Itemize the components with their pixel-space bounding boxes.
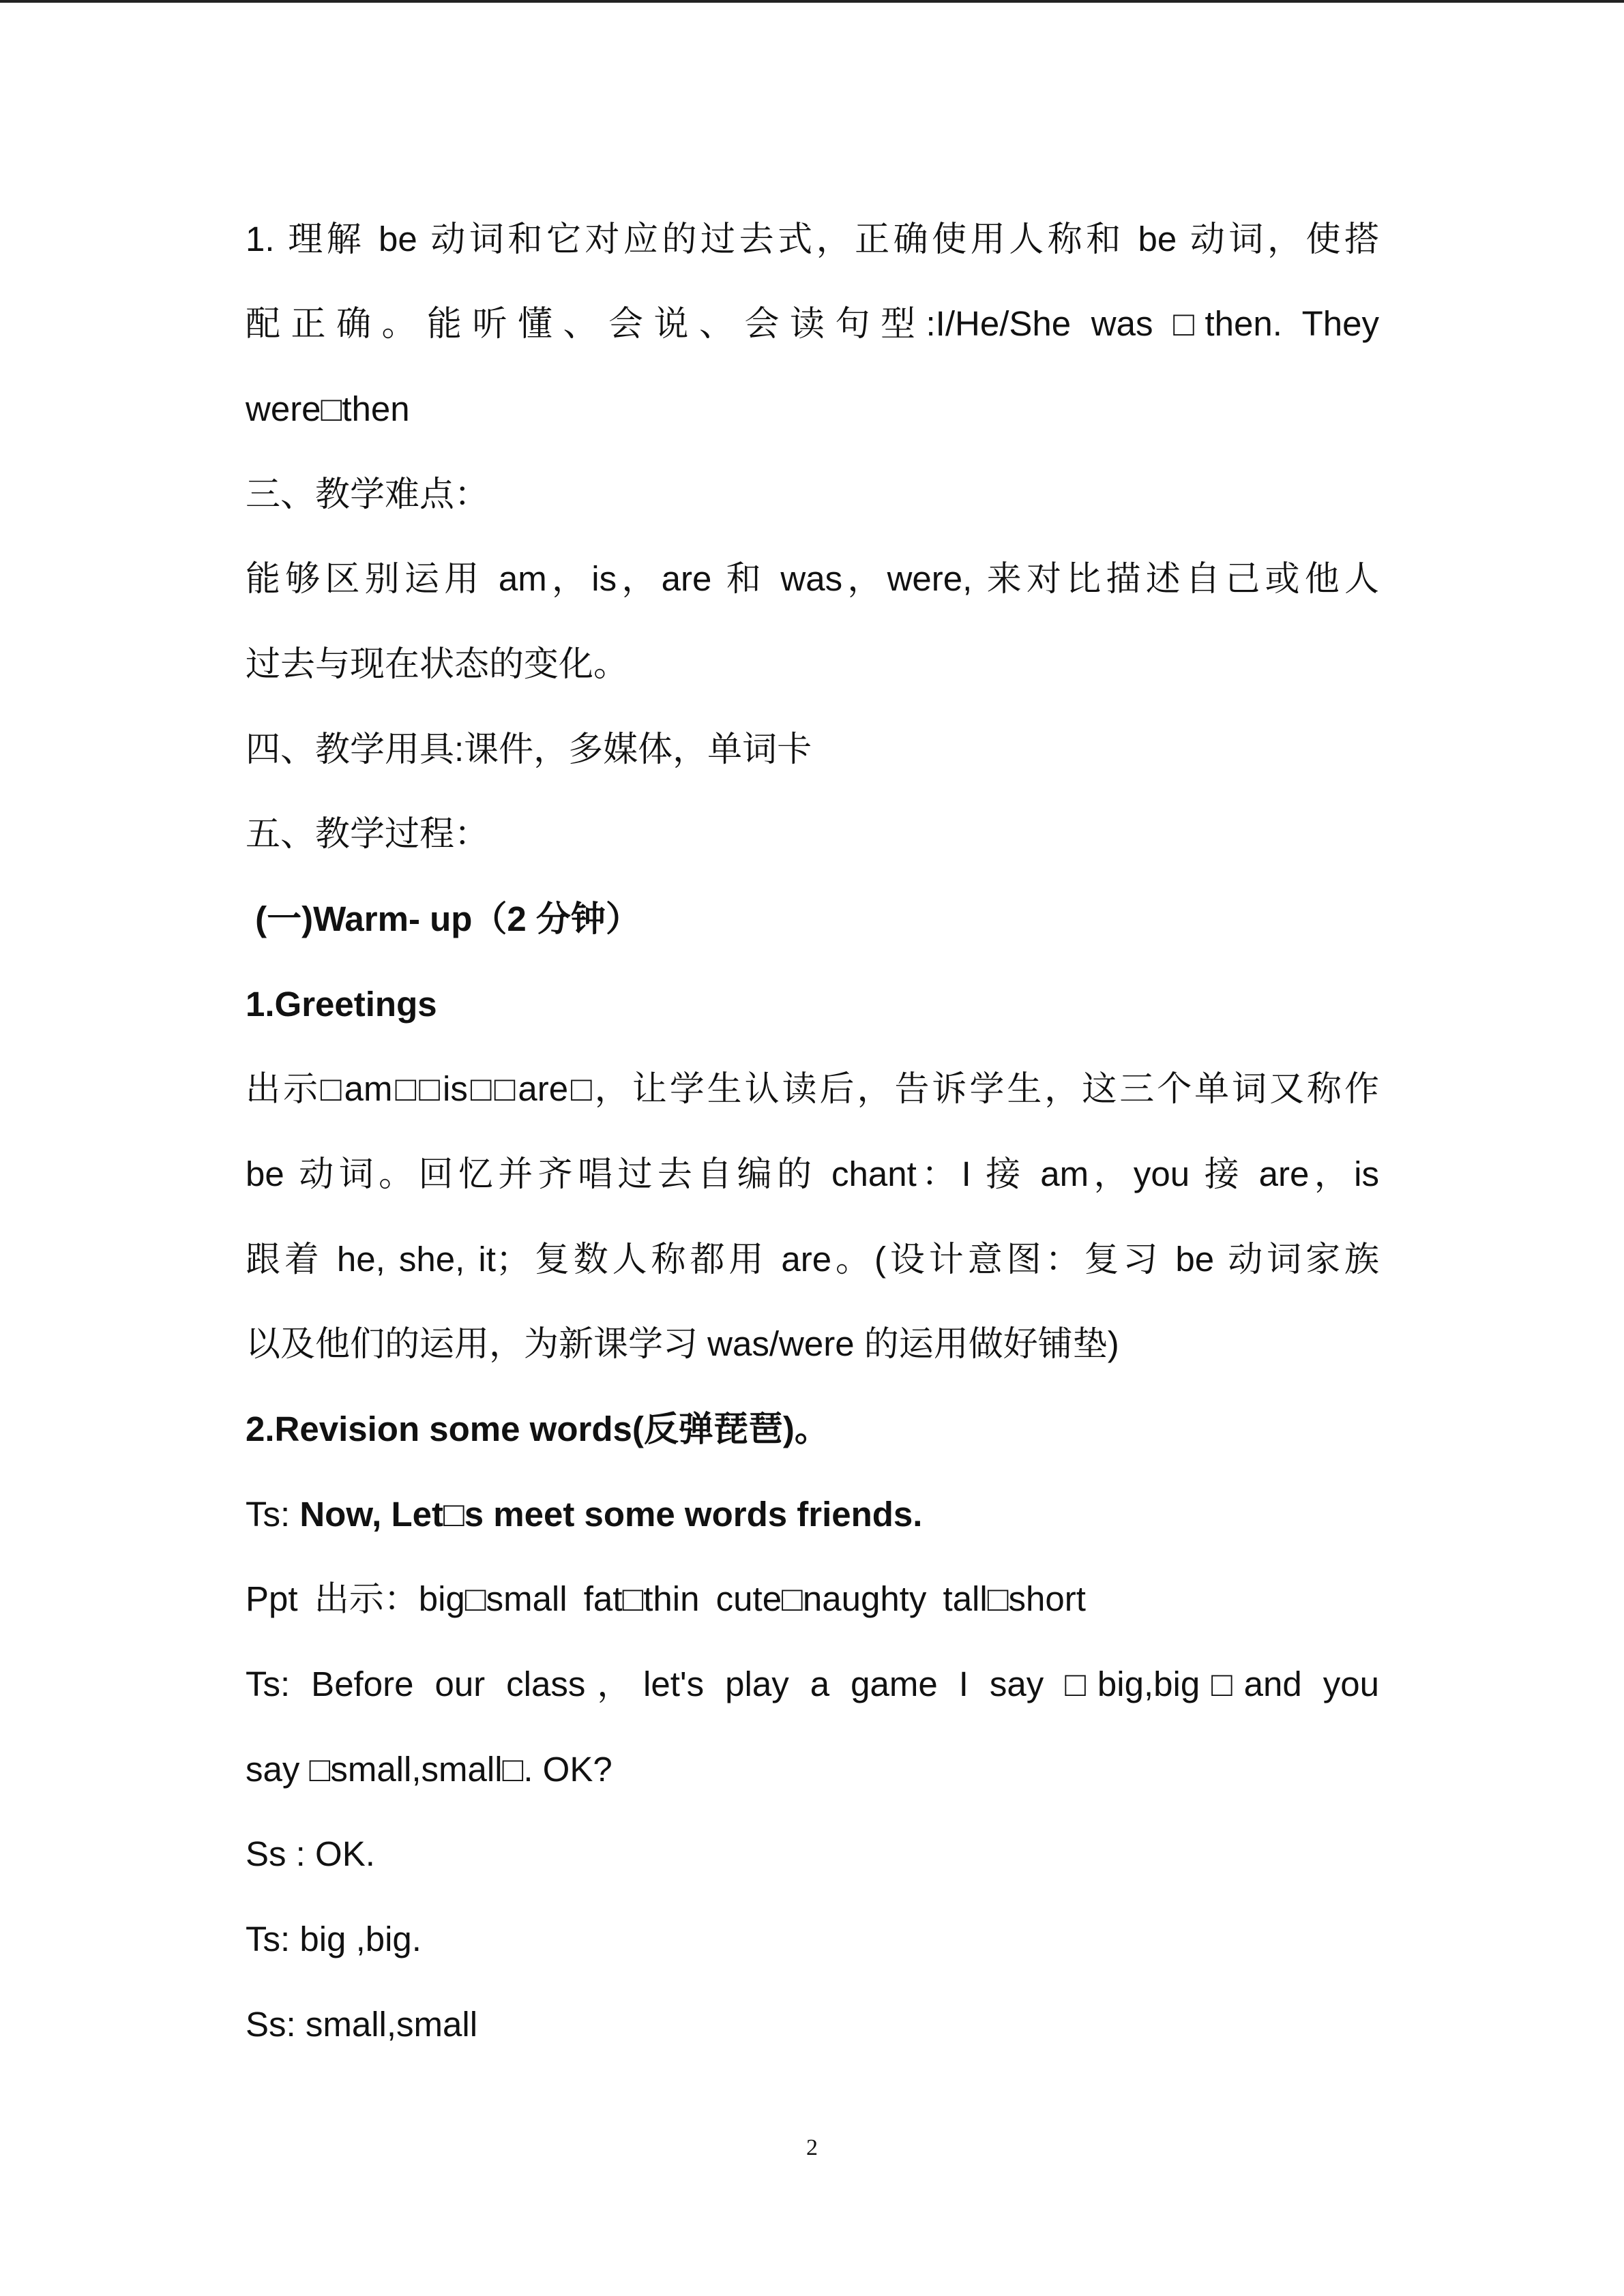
speaker-label: Ts: <box>246 1495 300 1534</box>
subsection-heading: (一)Warm- up（2 分钟） <box>246 899 640 938</box>
text-line: were□then <box>246 389 410 428</box>
dialogue-line: Ss : OK. <box>246 1834 375 1873</box>
text-line: be 动词。回忆并齐唱过去自编的 chant：I 接 am，you 接 are，is <box>246 1154 1379 1193</box>
dialogue-line: Ts: big ,big. <box>246 1920 422 1958</box>
text-line: 配正确。能听懂、会说、会读句型:I/He/She was □then. They <box>246 304 1379 343</box>
subsection-heading: 2.Revision some words(反弹琵琶)。 <box>246 1410 829 1448</box>
text-line <box>246 1487 1379 1542</box>
text-line: 以及他们的运用，为新课学习 was/were 的运用做好铺垫) <box>246 1324 1119 1363</box>
page-number: 2 <box>806 2135 818 2160</box>
section-heading: 四、教学用具:课件，多媒体，单词卡 <box>246 730 812 769</box>
text-line: 1. 理解 be 动词和它对应的过去式，正确使用人称和 be 动词，使搭 <box>246 220 1379 258</box>
subsection-heading: 1.Greetings <box>246 985 437 1024</box>
top-border-rule <box>0 0 1624 3</box>
text-line: say □small,small□. OK? <box>246 1750 612 1789</box>
bold-sentence: Now, Let□s meet some words friends. <box>299 1495 923 1534</box>
text-line: Ppt 出示：big□small fat□thin cute□naughty tall□short <box>246 1579 1086 1618</box>
text-line: 能够区别运用 am，is，are 和 was，were, 来对比描述自己或他人 <box>246 559 1379 598</box>
dialogue-line: Ss: small,small <box>246 2005 478 2044</box>
section-heading: 五、教学过程： <box>246 814 490 853</box>
text-line: Ts: Before our class，let's play a game I say □big,big□and you <box>246 1665 1379 1703</box>
text-line: 过去与现在状态的变化。 <box>246 644 629 683</box>
text-line: 跟着 he, she, it；复数人称都用 are。(设计意图：复习 be 动词家族 <box>246 1240 1379 1279</box>
text-line: 出示□am□□is□□are□，让学生认读后，告诉学生，这三个单词又称作 <box>246 1069 1379 1108</box>
section-heading: 三、教学难点： <box>246 475 490 513</box>
